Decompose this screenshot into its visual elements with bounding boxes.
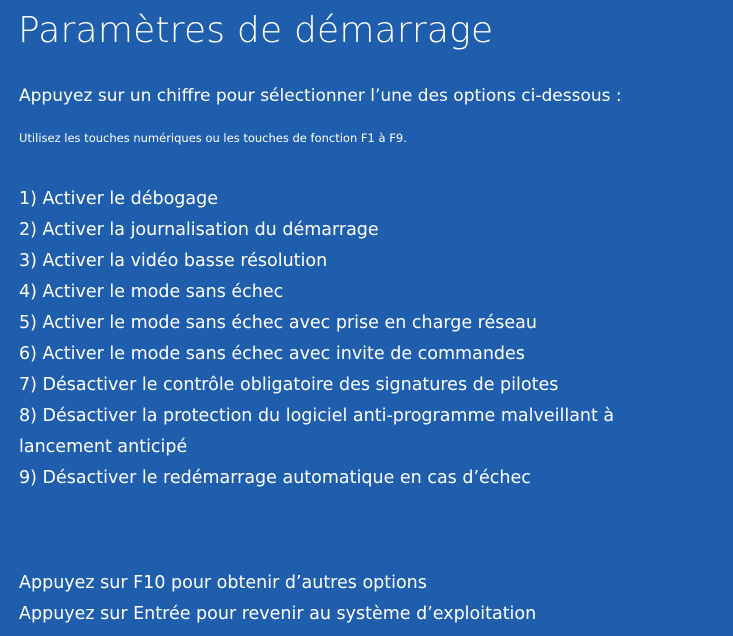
hint-text: Utilisez les touches numériques ou les touches de fonction F1 à F9. [19,131,407,145]
option-enable-low-resolution-video[interactable]: 3) Activer la vidéo basse résolution [19,251,328,271]
option-enable-safe-mode[interactable]: 4) Activer le mode sans échec [19,282,284,302]
option-disable-driver-signature-enforcement[interactable]: 7) Désactiver le contrôle obligatoire des signatures de pilotes [19,375,559,395]
footer [19,568,536,630]
options-list [19,184,709,494]
option-enable-boot-logging[interactable]: 2) Activer la journalisation du démarrage [19,220,379,240]
option-disable-automatic-restart[interactable]: 9) Désactiver le redémarrage automatique en cas d’échec [19,468,531,488]
page-title: Paramètres de démarrage [18,10,494,51]
more-options-prompt[interactable]: Appuyez sur F10 pour obtenir d’autres options [19,573,427,593]
option-enable-debugging[interactable]: 1) Activer le débogage [19,189,219,209]
option-safe-mode-networking[interactable]: 5) Activer le mode sans échec avec prise en charge réseau [19,313,537,333]
option-disable-early-launch-antimalware[interactable]: 8) Désactiver la protection du logiciel anti-programme malveillant à lancement anticipé [19,406,615,457]
return-to-os-prompt[interactable]: Appuyez sur Entrée pour revenir au système d’exploitation [19,604,537,624]
instruction-text: Appuyez sur un chiffre pour sélectionner l’une des options ci-dessous : [19,86,622,106]
option-safe-mode-command-prompt[interactable]: 6) Activer le mode sans échec avec invite de commandes [19,344,525,364]
